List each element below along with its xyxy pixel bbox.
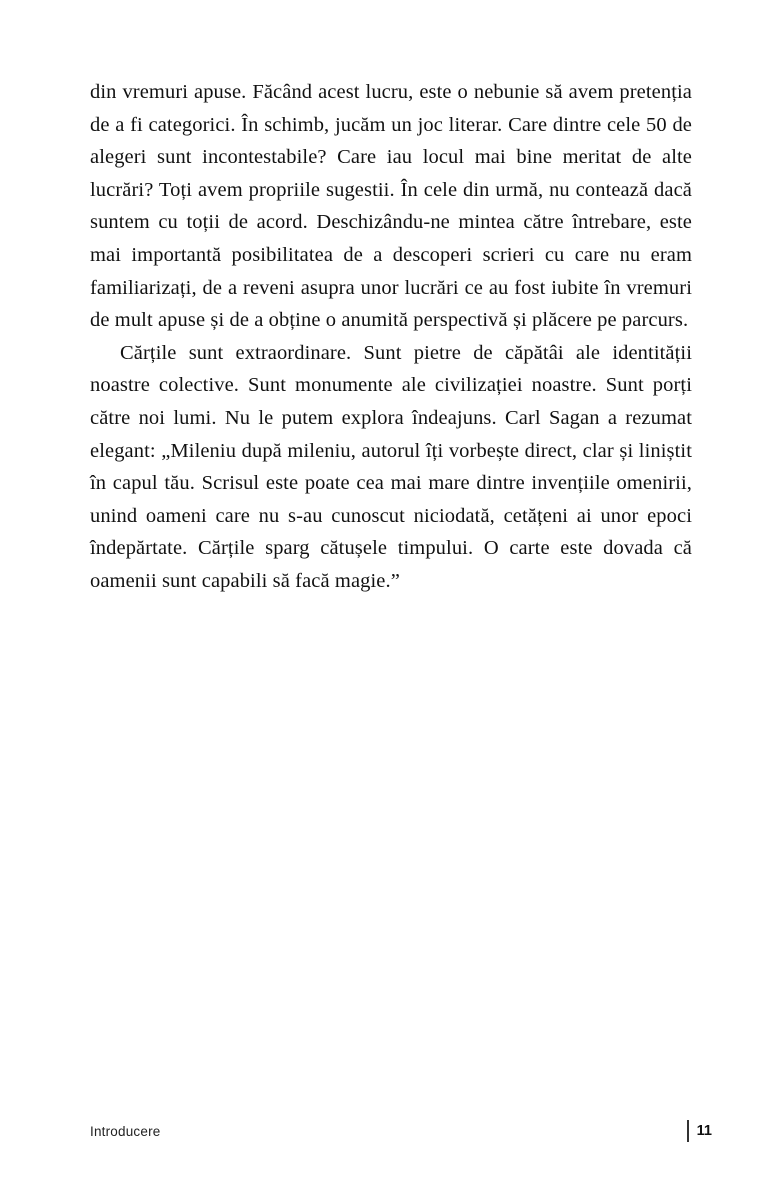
footer-section-title: Introducere [90, 1123, 161, 1139]
paragraph-books-quote: Cărțile sunt extraordinare. Sunt pietre de căpătâi ale identității noastre colective. Sunt monumente ale civilizației noastre. Sunt porți către noi lumi. Nu le putem explora îndeajuns. Carl Sagan a rezumat elegant: „Mileniu după mileniu, autorul îți vorbește direct, clar și liniștit în capul tău. Scrisul este poate cea mai mare dintre invențiile omenirii, unind oameni care nu s-au cunoscut niciodată, cetățeni ai unor epoci îndepărtate. Cărțile sparg cătușele timpului. O carte este dovada că oamenii sunt capabili să facă magie.” [90, 341, 692, 592]
page-number: 11 [696, 1123, 712, 1139]
page-footer [90, 1120, 712, 1142]
footer-page-indicator [687, 1120, 712, 1142]
footer-divider [687, 1120, 689, 1142]
paragraph-continuation: din vremuri apuse. Făcând acest lucru, este o nebunie să avem pretenția de a fi categorici. În schimb, jucăm un joc literar. Care dintre cele 50 de alegeri sunt incontestabile? Care iau locul mai bine meritat de alte lucrări? Toți avem propriile sugestii. În cele din urmă, nu contează dacă suntem cu toții de acord. Deschizându-ne mintea către întrebare, este mai importantă posibilitatea de a descoperi scrieri cu care nu eram familiarizați, de a reveni asupra unor lucrări ce au fost iubite în vremuri de mult apuse și de a obține o anumită perspectivă și plăcere pe parcurs. [90, 81, 692, 332]
body-text [90, 76, 692, 598]
